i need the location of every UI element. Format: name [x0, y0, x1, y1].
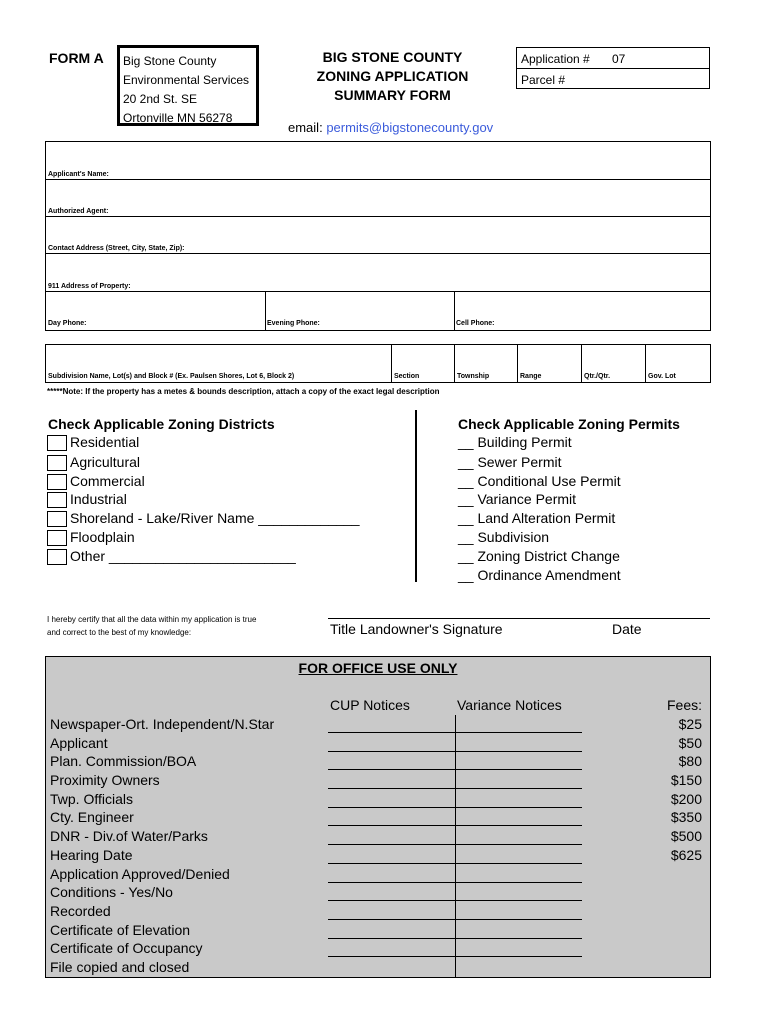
agricultural-label: Agricultural [70, 454, 141, 470]
office-row-label: Plan. Commission/BOA [50, 753, 197, 769]
floodplain-checkbox[interactable] [47, 530, 67, 546]
column-divider [415, 410, 417, 582]
industrial-checkbox[interactable] [47, 492, 67, 508]
applicant-info-box [45, 141, 711, 331]
office-row-label: Proximity Owners [50, 772, 160, 788]
address-line: Ortonville MN 56278 [123, 111, 233, 125]
subdivision-option[interactable]: __ Subdivision [458, 529, 550, 545]
entry-line[interactable] [328, 769, 582, 770]
zoning-district-change-option[interactable]: __ Zoning District Change [458, 548, 620, 564]
gov-lot-field[interactable]: Gov. Lot [648, 373, 676, 380]
section-field[interactable]: Section [394, 373, 420, 380]
office-row-label: Conditions - Yes/No [50, 884, 173, 900]
building-permit-option[interactable]: __ Building Permit [458, 434, 572, 450]
office-row-label: Twp. Officials [50, 791, 133, 807]
title-line: SUMMARY FORM [334, 87, 451, 103]
districts-heading: Check Applicable Zoning Districts [48, 416, 275, 432]
cell-phone-field[interactable]: Cell Phone: [456, 320, 495, 327]
commercial-label: Commercial [70, 473, 145, 489]
property-address-field[interactable]: 911 Address of Property: [48, 283, 131, 290]
entry-line[interactable] [328, 807, 582, 808]
evening-phone-field[interactable]: Evening Phone: [267, 320, 320, 327]
title-line: ZONING APPLICATION [316, 68, 469, 84]
range-field[interactable]: Range [520, 373, 542, 380]
contact-address-field[interactable]: Contact Address (Street, City, State, Zip): [48, 245, 185, 252]
agricultural-checkbox[interactable] [47, 455, 67, 471]
fees-header: Fees: [666, 697, 702, 713]
floodplain-label: Floodplain [70, 529, 135, 545]
commercial-checkbox[interactable] [47, 474, 67, 490]
form-label: FORM A [49, 50, 104, 66]
legal-description-box [45, 344, 711, 383]
applicant-name-field[interactable]: Applicant's Name: [48, 171, 109, 178]
other-checkbox[interactable] [47, 549, 67, 565]
subdivision-field[interactable]: Subdivision Name, Lot(s) and Block # (Ex. Paulsen Shores, Lot 6, Block 2) [48, 373, 295, 380]
office-row-label: Cty. Engineer [50, 809, 134, 825]
office-row-label: Newspaper-Ort. Independent/N.Star [50, 716, 275, 732]
entry-line[interactable] [328, 788, 582, 789]
residential-label: Residential [70, 434, 140, 450]
entry-line[interactable] [328, 751, 582, 752]
shoreland-checkbox[interactable] [47, 511, 67, 527]
variance-notices-header: Variance Notices [457, 697, 562, 713]
entry-line[interactable] [328, 919, 582, 920]
permits-heading: Check Applicable Zoning Permits [458, 416, 680, 432]
application-number-label: Application # [521, 52, 590, 66]
email-line [288, 120, 493, 135]
office-row-label: DNR - Div.of Water/Parks [50, 828, 208, 844]
industrial-label: Industrial [70, 491, 127, 507]
entry-line[interactable] [328, 956, 582, 957]
certification-line: I hereby certify that all the data within my application is true [47, 615, 257, 624]
entry-line[interactable] [328, 882, 582, 883]
signature-label: Title Landowner's Signature [330, 621, 503, 637]
email-link[interactable]: permits@bigstonecounty.gov [326, 120, 494, 135]
office-row-label: Recorded [50, 903, 111, 919]
entry-line[interactable] [328, 844, 582, 845]
title-line: BIG STONE COUNTY [322, 49, 463, 65]
office-row-label: Certificate of Occupancy [50, 940, 203, 956]
office-row-label: File copied and closed [50, 959, 190, 975]
fee-amount: $200 [670, 791, 702, 807]
application-box [516, 47, 710, 89]
fee-amount: $25 [678, 716, 702, 732]
office-row-label: Certificate of Elevation [50, 922, 191, 938]
date-label: Date [612, 621, 642, 637]
office-use-section [45, 656, 711, 978]
cup-notices-header: CUP Notices [330, 697, 410, 713]
office-row-label: Applicant [50, 735, 108, 751]
form-title [300, 48, 485, 105]
entry-line[interactable] [328, 900, 582, 901]
county-address-box [117, 45, 259, 126]
day-phone-field[interactable]: Day Phone: [48, 320, 87, 327]
fee-amount: $350 [670, 809, 702, 825]
fee-amount: $50 [678, 735, 702, 751]
other-label: Other ________________________ [70, 548, 296, 564]
parcel-number-label: Parcel # [521, 73, 566, 87]
office-row-label: Application Approved/Denied [50, 866, 230, 882]
qtr-qtr-field[interactable]: Qtr./Qtr. [584, 373, 611, 380]
address-line: Big Stone County [123, 54, 217, 68]
entry-line[interactable] [328, 863, 582, 864]
legal-note: *****Note: If the property has a metes & bounds description, attach a copy of the exact legal description [47, 387, 440, 396]
ordinance-amendment-option[interactable]: __ Ordinance Amendment [458, 567, 621, 583]
sewer-permit-option[interactable]: __ Sewer Permit [458, 454, 562, 470]
residential-checkbox[interactable] [47, 435, 67, 451]
certification-text [47, 613, 256, 639]
shoreland-label: Shoreland - Lake/River Name _____________ [70, 510, 360, 526]
entry-line[interactable] [328, 825, 582, 826]
email-label: email: [288, 120, 323, 135]
conditional-use-permit-option[interactable]: __ Conditional Use Permit [458, 473, 621, 489]
signature-line[interactable] [328, 618, 710, 619]
fee-amount: $500 [670, 828, 702, 844]
township-field[interactable]: Township [457, 373, 490, 380]
fee-amount: $625 [670, 847, 702, 863]
variance-permit-option[interactable]: __ Variance Permit [458, 491, 577, 507]
address-line: 20 2nd St. SE [123, 92, 198, 106]
office-use-heading: FOR OFFICE USE ONLY [298, 660, 458, 676]
entry-line[interactable] [328, 938, 582, 939]
fee-amount: $150 [670, 772, 702, 788]
fee-amount: $80 [678, 753, 702, 769]
land-alteration-permit-option[interactable]: __ Land Alteration Permit [458, 510, 616, 526]
office-row-label: Hearing Date [50, 847, 133, 863]
certification-line: and correct to the best of my knowledge: [47, 628, 192, 637]
address-line: Environmental Services [123, 73, 250, 87]
authorized-agent-field[interactable]: Authorized Agent: [48, 208, 109, 215]
entry-line[interactable] [328, 732, 582, 733]
application-number-value[interactable]: 07 [612, 52, 626, 66]
